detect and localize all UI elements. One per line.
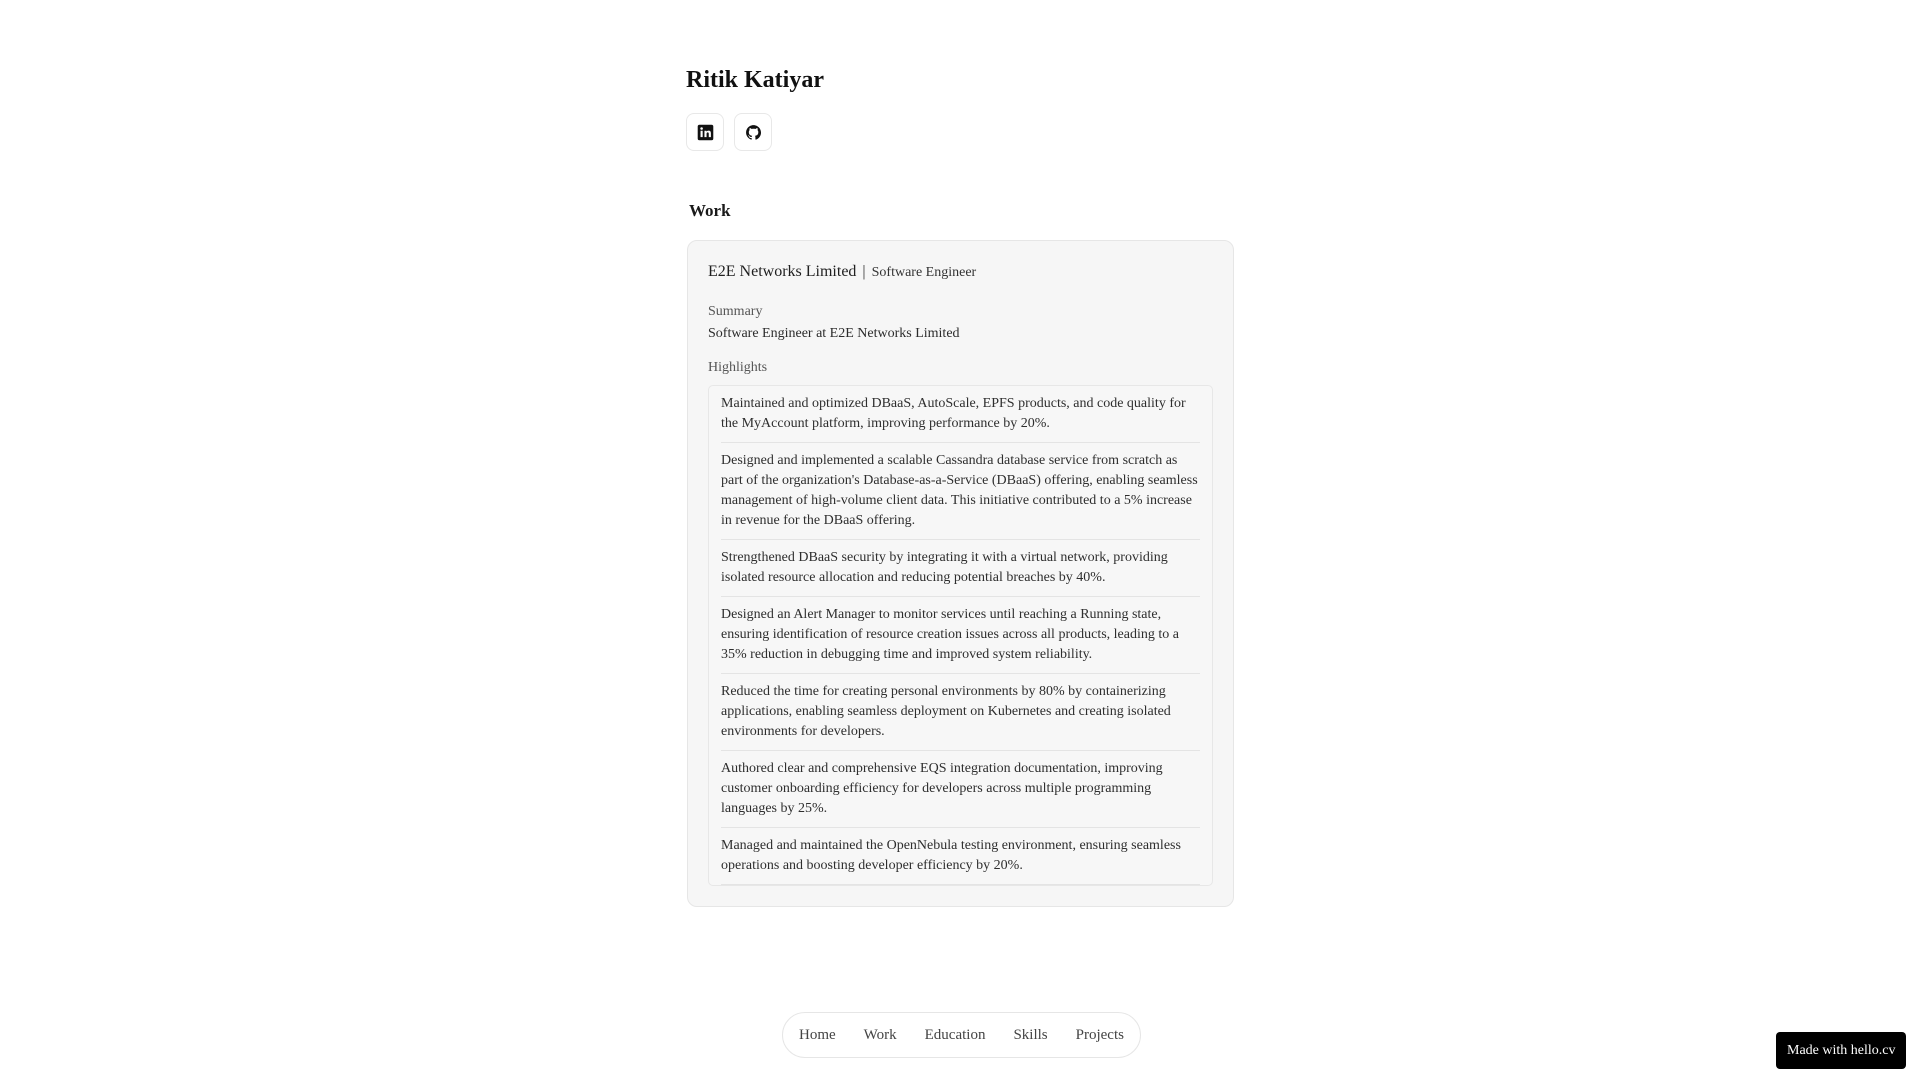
job-position: Software Engineer bbox=[871, 265, 977, 280]
highlight-item: Maintained and optimized DBaaS, AutoScale, EPFS products, and code quality for the MyAccount platform, improving performance by 20%. bbox=[721, 386, 1200, 443]
job-header bbox=[708, 261, 1213, 284]
nav-education[interactable]: Education bbox=[924, 1027, 986, 1043]
highlight-item: Designed an Alert Manager to monitor services until reaching a Running state, ensuring identification of resource creation issues across all products, leading to a 35% reduction in debugging time and improved system reliability. bbox=[721, 597, 1200, 674]
highlight-item: Authored clear and comprehensive EQS integration documentation, improving customer onboarding efficiency for developers across multiple programming languages by 25%. bbox=[721, 751, 1200, 828]
linkedin-icon bbox=[697, 124, 714, 141]
separator: | bbox=[862, 263, 866, 280]
profile-name: Ritik Katiyar bbox=[686, 67, 824, 93]
summary-label: Summary bbox=[708, 304, 763, 319]
highlight-item: Strengthened DBaaS security by integrating it with a virtual network, providing isolated resource allocation and reducing potential breaches by 40%. bbox=[721, 540, 1200, 597]
work-section-title: Work bbox=[689, 201, 731, 220]
github-icon bbox=[745, 124, 762, 141]
nav-skills[interactable]: Skills bbox=[1013, 1027, 1048, 1043]
made-with-hellocv-badge[interactable]: Made with hello.cv bbox=[1776, 1032, 1906, 1069]
highlights-label: Highlights bbox=[708, 360, 768, 375]
highlight-item: Designed and implemented a scalable Cassandra database service from scratch as part of the organization's Database-as-a-Service (DBaaS) offering, enabling seamless management of high-volume client data. This initiative contributed to a 5% increase in revenue for the DBaaS offering. bbox=[721, 443, 1200, 540]
linkedin-button[interactable] bbox=[686, 113, 724, 151]
company-name: E2E Networks Limited bbox=[708, 263, 857, 280]
summary-text: Software Engineer at E2E Networks Limited bbox=[708, 326, 960, 341]
github-button[interactable] bbox=[734, 113, 772, 151]
bottom-nav bbox=[782, 1012, 1141, 1058]
nav-home[interactable]: Home bbox=[799, 1027, 836, 1043]
nav-projects[interactable]: Projects bbox=[1075, 1027, 1124, 1043]
highlight-item: Reduced the time for creating personal environments by 80% by containerizing applications, enabling seamless deployment on Kubernetes and creating isolated environments for developers. bbox=[721, 674, 1200, 751]
nav-work[interactable]: Work bbox=[863, 1027, 897, 1043]
work-card bbox=[687, 240, 1234, 907]
highlight-item: Managed and maintained the OpenNebula testing environment, ensuring seamless operations and boosting developer efficiency by 20%. bbox=[721, 828, 1200, 885]
highlights-list bbox=[708, 385, 1213, 886]
social-links bbox=[686, 113, 772, 151]
